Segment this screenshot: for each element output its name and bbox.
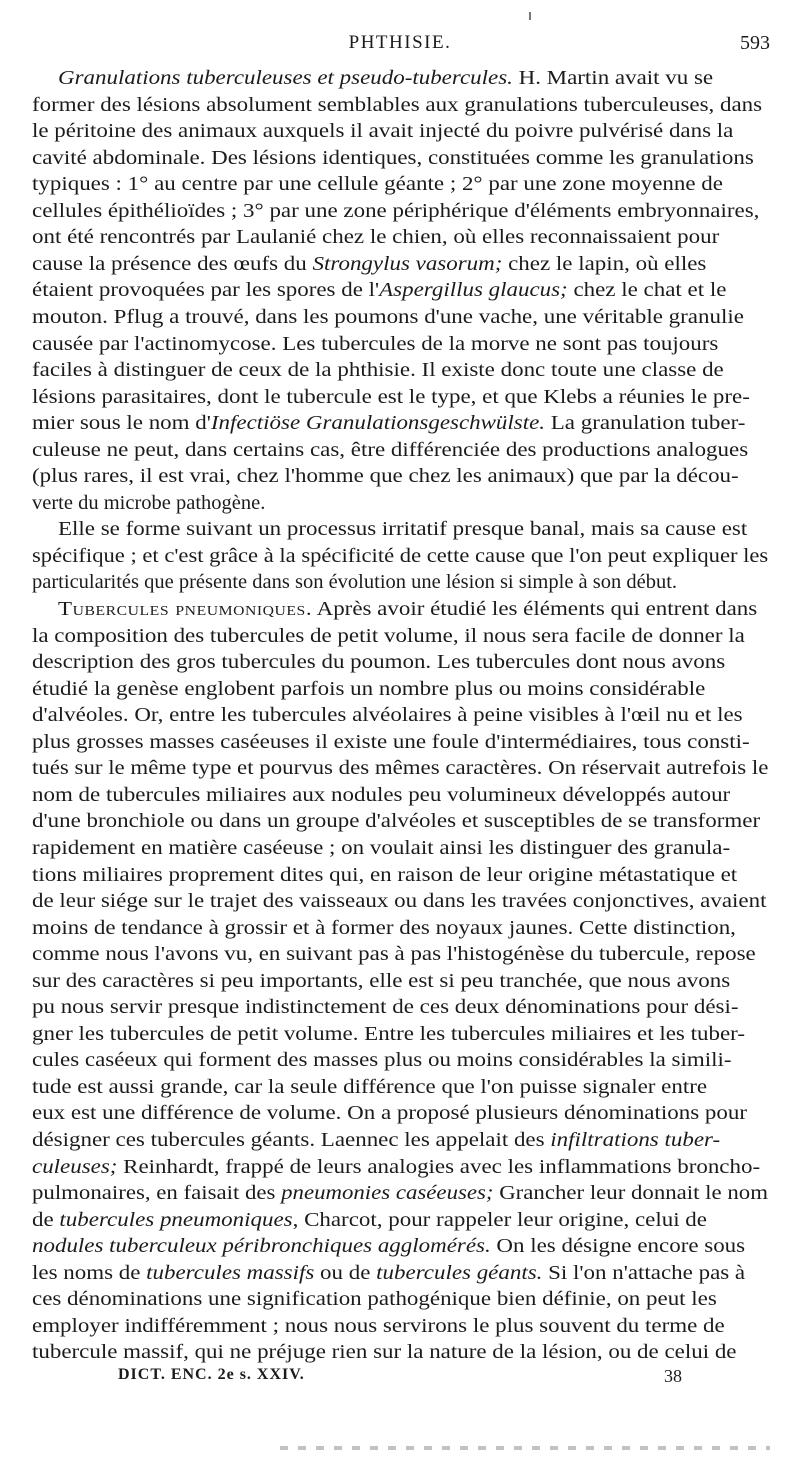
text-line: moins de tendance à grossir et à former des noyaux jaunes. Cette distinction, (32, 917, 736, 939)
text-line: verte du microbe pathogène. (32, 492, 266, 514)
text-line: faciles à distinguer de ceux de la phthisie. Il existe donc toute une classe de (32, 359, 724, 381)
text-line: comme nous l'avons vu, en suivant pas à pas l'histogénèse du tubercule, repose (32, 943, 756, 965)
text-line: pu nous servir presque indistinctement de ces deux dénominations pour dési- (32, 996, 739, 1018)
text-line: description des gros tubercules du poumon. Les tubercules dont nous avons (32, 651, 726, 673)
text-line: causée par l'actinomycose. Les tubercules de la morve ne sont pas toujours (32, 333, 719, 355)
text-line: nodules tuberculeux péribronchiques agglomérés. On les désigne encore sous (32, 1235, 746, 1257)
text-line: le péritoine des animaux auxquels il avait injecté du poivre pulvérisé dans la (32, 120, 734, 142)
text-line: cavité abdominale. Des lésions identiques, constituées comme les granulations (32, 147, 754, 169)
page-number: 593 (740, 32, 770, 54)
text-line: eux est une différence de volume. On a proposé plusieurs dénominations pour (32, 1102, 747, 1124)
text-line: de leur siége sur le trajet des vaisseaux ou dans les travées conjonctives, avaient (32, 890, 767, 912)
text-line: de tubercules pneumoniques, Charcot, pour rappeler leur origine, celui de (32, 1209, 707, 1231)
text-line: mier sous le nom d'Infectiöse Granulationsgeschwülste. La granulation tuber- (32, 412, 746, 434)
text-line: culeuses; Reinhardt, frappé de leurs analogies avec les inflammations broncho- (32, 1156, 761, 1178)
text-line: Elle se forme suivant un processus irritatif presque banal, mais sa cause est (58, 518, 748, 540)
text-line: étaient provoquées par les spores de l'Aspergillus glaucus; chez le chat et le (32, 279, 727, 301)
text-line: désigner ces tubercules géants. Laennec les appelait des infiltrations tuber- (32, 1129, 721, 1151)
text-line: lésions parasitaires, dont le tubercule est le type, et que Klebs a réunies le pre- (32, 386, 750, 408)
footer-signature: DICT. ENC. 2e s. XXIV. (118, 1366, 305, 1383)
text-line: les noms de tubercules massifs ou de tubercules géants. Si l'on n'attache pas à (32, 1262, 746, 1284)
scan-artifact (280, 1446, 770, 1450)
text-line: tubercule massif, qui ne préjuge rien sur la nature de la lésion, ou de celui de (32, 1341, 737, 1363)
text-line: tude est aussi grande, car la seule différence que l'on puisse signaler entre (32, 1076, 708, 1098)
running-head: PHTHISIE. (348, 32, 452, 53)
scan-mark (529, 12, 531, 20)
text-line: particularités que présente dans son évolution une lésion si simple à son début. (32, 571, 678, 593)
footer-sheet-number: 38 (664, 1366, 682, 1386)
text-line: ont été rencontrés par Laulanié chez le chien, où elles reconnaissaient pour (32, 226, 720, 248)
text-line: employer indifféremment ; nous nous servirons le plus souvent du terme de (32, 1315, 725, 1337)
text-line: Tubercules pneumoniques. Après avoir étudié les éléments qui entrent dans (58, 598, 758, 620)
text-line: la composition des tubercules de petit volume, il nous sera facile de donner la (32, 625, 745, 647)
text-line: mouton. Pflug a trouvé, dans les poumons d'une vache, une véritable granulie (32, 306, 744, 328)
text-line: former des lésions absolument semblables aux granulations tuberculeuses, dans (32, 94, 763, 116)
text-line: cellules épithélioïdes ; 3° par une zone périphérique d'éléments embryonnaires, (32, 200, 760, 222)
text-line: spécifique ; et c'est grâce à la spécificité de cette cause que l'on peut expliquer les (32, 545, 769, 567)
text-line: culeuse ne peut, dans certains cas, être différenciée des productions analogues (32, 439, 749, 461)
text-line: tués sur le même type et pourvus des mêmes caractères. On réservait autrefois le (32, 757, 769, 779)
text-line: plus grosses masses caséeuses il existe une foule d'intermédiaires, tous consti- (32, 731, 750, 753)
text-line: ces dénominations une signification pathogénique bien définie, on peut les (32, 1288, 717, 1310)
text-line: (plus rares, il est vrai, chez l'homme que chez les animaux) que par la décou- (32, 465, 739, 487)
text-line: cause la présence des œufs du Strongylus vasorum; chez le lapin, où elles (32, 253, 707, 275)
text-line: étudié la genèse englobent parfois un nombre plus ou moins considérable (32, 678, 706, 700)
text-line: sur des caractères si peu importants, elle est si peu tranchée, que nous avons (32, 970, 731, 992)
text-line: nom de tubercules miliaires aux nodules peu volumineux développés autour (32, 784, 731, 806)
text-line: rapidement en matière caséeuse ; on voulait ainsi les distinguer des granula- (32, 837, 731, 859)
text-line: typiques : 1° au centre par une cellule géante ; 2° par une zone moyenne de (32, 173, 723, 195)
text-line: gner les tubercules de petit volume. Entre les tubercules miliaires et les tuber- (32, 1023, 745, 1045)
text-line: cules caséeux qui forment des masses plus ou moins considérables la simili- (32, 1049, 732, 1071)
text-line: d'une bronchiole ou dans un groupe d'alvéoles et susceptibles de se transformer (32, 810, 761, 832)
text-line: tions miliaires proprement dites qui, en raison de leur origine métastatique et (32, 864, 738, 886)
text-line: Granulations tuberculeuses et pseudo-tubercules. H. Martin avait vu se (58, 67, 714, 89)
text-line: d'alvéoles. Or, entre les tubercules alvéolaires à peine visibles à l'œil nu et les (32, 704, 743, 726)
text-line: pulmonaires, en faisait des pneumonies caséeuses; Grancher leur donnait le nom (32, 1182, 768, 1204)
